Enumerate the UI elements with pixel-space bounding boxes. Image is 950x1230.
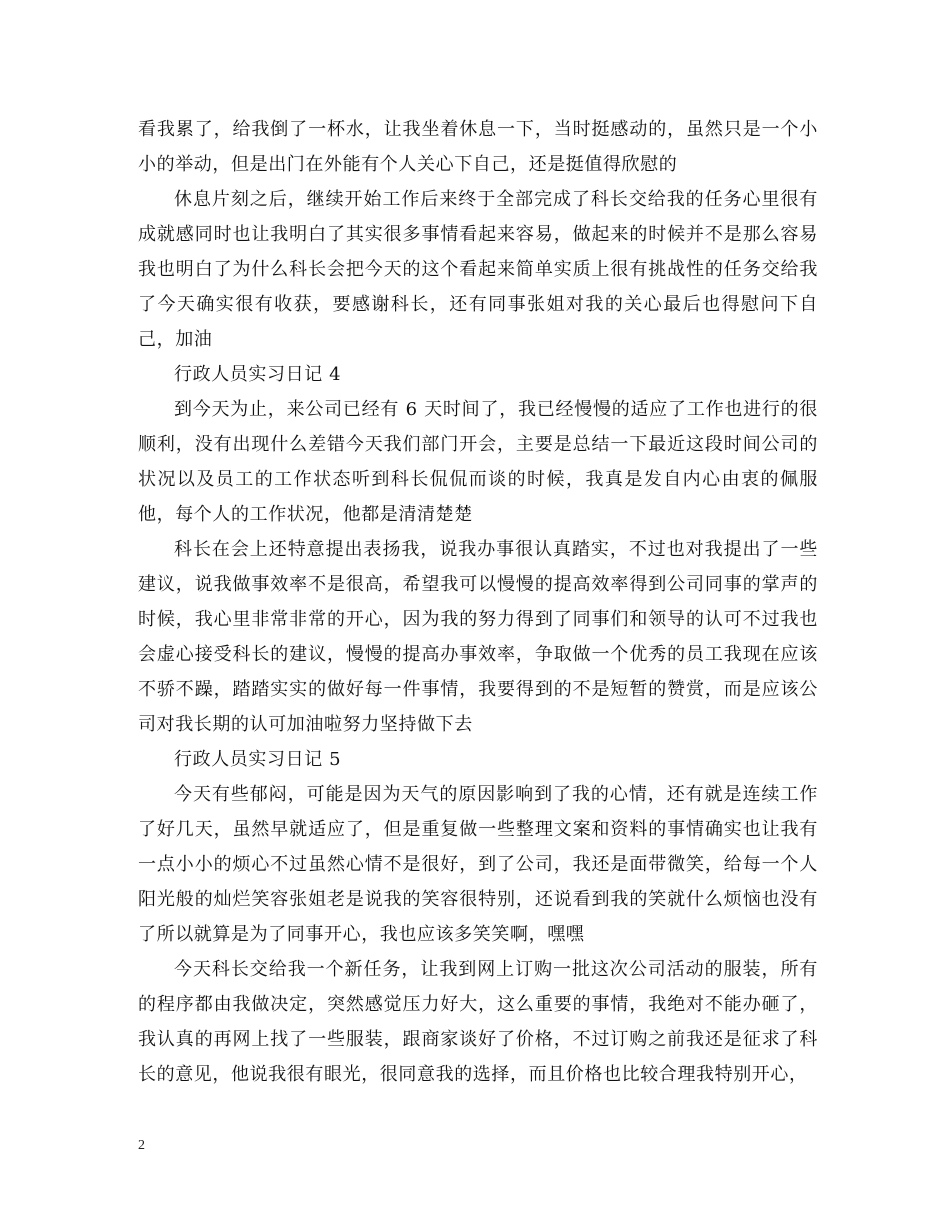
paragraph-4: 科长在会上还特意提出表扬我，说我办事很认真踏实，不过也对我提出了一些建议，说我做事效率不是很高，希望我可以慢慢的提高效率得到公司同事的掌声的时候，我心里非常非常的开心，因为我的努力得到了同事们和领导的认可不过我也会虚心接受科长的建议，慢慢的提高办事效率，争取做一个优秀的员工我现在应该不骄不躁，踏踏实实的做好每一件事情，我要得到的不是短暂的赞赏，而是应该公司对我长期的认可加油啦努力坚持做下去	[138, 539, 818, 735]
section-heading-diary-5: 行政人员实习日记 5	[174, 749, 342, 770]
section-heading-diary-4: 行政人员实习日记 4	[174, 364, 342, 385]
paragraph-1: 看我累了，给我倒了一杯水，让我坐着休息一下，当时挺感动的，虽然只是一个小小的举动，但是出门在外能有个人关心下自己，还是挺值得欣慰的	[138, 119, 818, 175]
paragraph-6: 今天科长交给我一个新任务，让我到网上订购一批这次公司活动的服装，所有的程序都由我做决定，突然感觉压力好大，这么重要的事情，我绝对不能办砸了，我认真的再网上找了一些服装，跟商家谈好了价格，不过订购之前我还是征求了科长的意见，他说我很有眼光，很同意我的选择，而且价格也比较合理我特别开心，	[138, 959, 818, 1085]
document-body	[138, 112, 818, 1092]
paragraph-2: 休息片刻之后，继续开始工作后来终于全部完成了科长交给我的任务心里很有成就感同时也让我明白了其实很多事情看起来容易，做起来的时候并不是那么容易我也明白了为什么科长会把今天的这个看起来简单实质上很有挑战性的任务交给我了今天确实很有收获，要感谢科长，还有同事张姐对我的关心最后也得慰问下自己，加油	[138, 189, 818, 350]
paragraph-5: 今天有些郁闷，可能是因为天气的原因影响到了我的心情，还有就是连续工作了好几天，虽然早就适应了，但是重复做一些整理文案和资料的事情确实也让我有一点小小的烦心不过虽然心情不是很好，到了公司，我还是面带微笑，给每一个人阳光般的灿烂笑容张姐老是说我的笑容很特别，还说看到我的笑就什么烦恼也没有了所以就算是为了同事开心，我也应该多笑笑啊，嘿嘿	[138, 784, 818, 945]
page-number: 2	[138, 1138, 145, 1153]
paragraph-3: 到今天为止，来公司已经有 6 天时间了，我已经慢慢的适应了工作也进行的很顺利，没有出现什么差错今天我们部门开会，主要是总结一下最近这段时间公司的状况以及员工的工作状态听到科长侃侃而谈的时候，我真是发自内心由衷的佩服他，每个人的工作状况，他都是清清楚楚	[138, 399, 818, 525]
